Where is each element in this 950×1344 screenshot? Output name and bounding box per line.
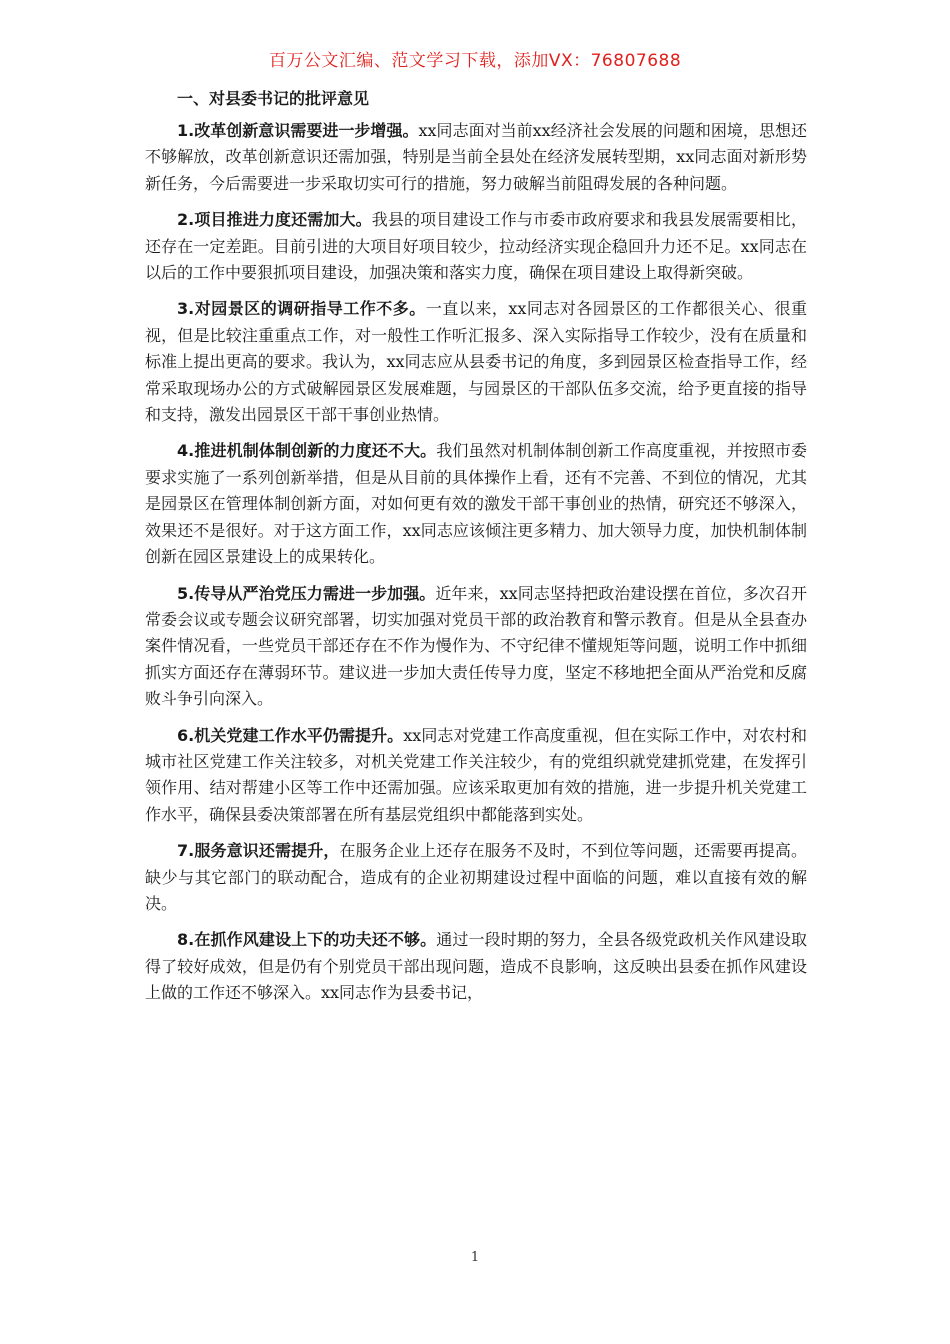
paragraph-1 — [145, 118, 807, 197]
paragraph-lead: 6.机关党建工作水平仍需提升。 — [177, 725, 404, 745]
paragraph-body: 近年来，xx同志坚持把政治建设摆在首位，多次召开常委会议或专题会议研究部署，切实加强对党员干部的政治教育和警示教育。但是从全县查办案件情况看，一些党员干部还存在不作为慢作为、不守纪律不懂规矩等问题，说明工作中抓细抓实方面还存在薄弱环节。建议进一步加大责任传导力度，坚定不移地把全面从严治党和反腐败斗争引向深入。 — [145, 583, 807, 709]
section-heading: 一、对县委书记的批评意见 — [177, 89, 370, 108]
paragraph-5 — [145, 581, 807, 713]
paragraph-body: 我们虽然对机制体制创新工作高度重视，并按照市委要求实施了一系列创新举措，但是从目前的具体操作上看，还有不完善、不到位的情况，尤其是园景区在管理体制创新方面，对如何更有效的激发干部干事创业的热情，研究还不够深入，效果还不是很好。对于这方面工作，xx同志应该倾注更多精力、加大领导力度，加快机制体制创新在园区景建设上的成果转化。 — [145, 441, 807, 567]
paragraph-8 — [145, 927, 807, 1006]
paragraph-lead: 7.服务意识还需提升， — [177, 841, 340, 861]
paragraph-3 — [145, 296, 807, 428]
banner-ad-text: 百万公文汇编、范文学习下载，添加VX：76807688 — [268, 51, 682, 71]
paragraph-lead: 4.推进机制体制创新的力度还不大。 — [177, 441, 437, 461]
paragraph-2 — [145, 207, 807, 286]
paragraph-body: xx同志对党建工作高度重视，但在实际工作中，对农村和城市社区党建工作关注较多，对机关党建工作关注较少，有的党组织就党建抓党建，在发挥引领作用、结对帮建小区等工作中还需加强。应该采取更加有效的措施，进一步提升机关党建工作水平，确保县委决策部署在所有基层党组织中都能落到实处。 — [145, 725, 807, 824]
paragraph-body: 一直以来，xx同志对各园景区的工作都很关心、很重视，但是比较注重重点工作，对一般性工作听汇报多、深入实际指导工作较少，没有在质量和标准上提出更高的要求。我认为，xx同志应从县委书记的角度，多到园景区检查指导工作，经常采取现场办公的方式破解园景区发展难题，与园景区的干部队伍多交流，给予更直接的指导和支持，激发出园景区干部干事创业热情。 — [145, 299, 807, 425]
paragraph-lead: 3.对园景区的调研指导工作不多。 — [177, 299, 426, 319]
document-body — [145, 86, 807, 1017]
paragraph-body: xx同志面对当前xx经济社会发展的问题和困境，思想还不够解放，改革创新意识还需加强，特别是当前全县处在经济发展转型期，xx同志面对新形势新任务，今后需要进一步采取切实可行的措施，努力破解当前阻碍发展的各种问题。 — [145, 121, 807, 193]
paragraph-6 — [145, 723, 807, 829]
paragraph-7 — [145, 838, 807, 917]
page-number: 1 — [470, 1250, 480, 1265]
paragraph-lead: 5.传导从严治党压力需进一步加强。 — [177, 583, 436, 603]
paragraph-body: 在服务企业上还存在服务不及时，不到位等问题，还需要再提高。缺少与其它部门的联动配合，造成有的企业初期建设过程中面临的问题，难以直接有效的解决。 — [145, 841, 807, 913]
paragraph-lead: 2.项目推进力度还需加大。 — [177, 210, 372, 230]
paragraph-body: 我县的项目建设工作与市委市政府要求和我县发展需要相比，还存在一定差距。目前引进的大项目好项目较少，拉动经济实现企稳回升力还不足。xx同志在以后的工作中要狠抓项目建设，加强决策和落实力度，确保在项目建设上取得新突破。 — [145, 210, 807, 283]
paragraph-lead: 8.在抓作风建设上下的功夫还不够。 — [177, 930, 437, 950]
paragraph-lead: 1.改革创新意识需要进一步增强。 — [177, 121, 419, 140]
paragraph-body: 通过一段时期的努力，全县各级党政机关作风建设取得了较好成效，但是仍有个别党员干部出现问题，造成不良影响，这反映出县委在抓作风建设上做的工作还不够深入。xx同志作为县委书记， — [145, 930, 807, 1003]
paragraph-4 — [145, 438, 807, 570]
